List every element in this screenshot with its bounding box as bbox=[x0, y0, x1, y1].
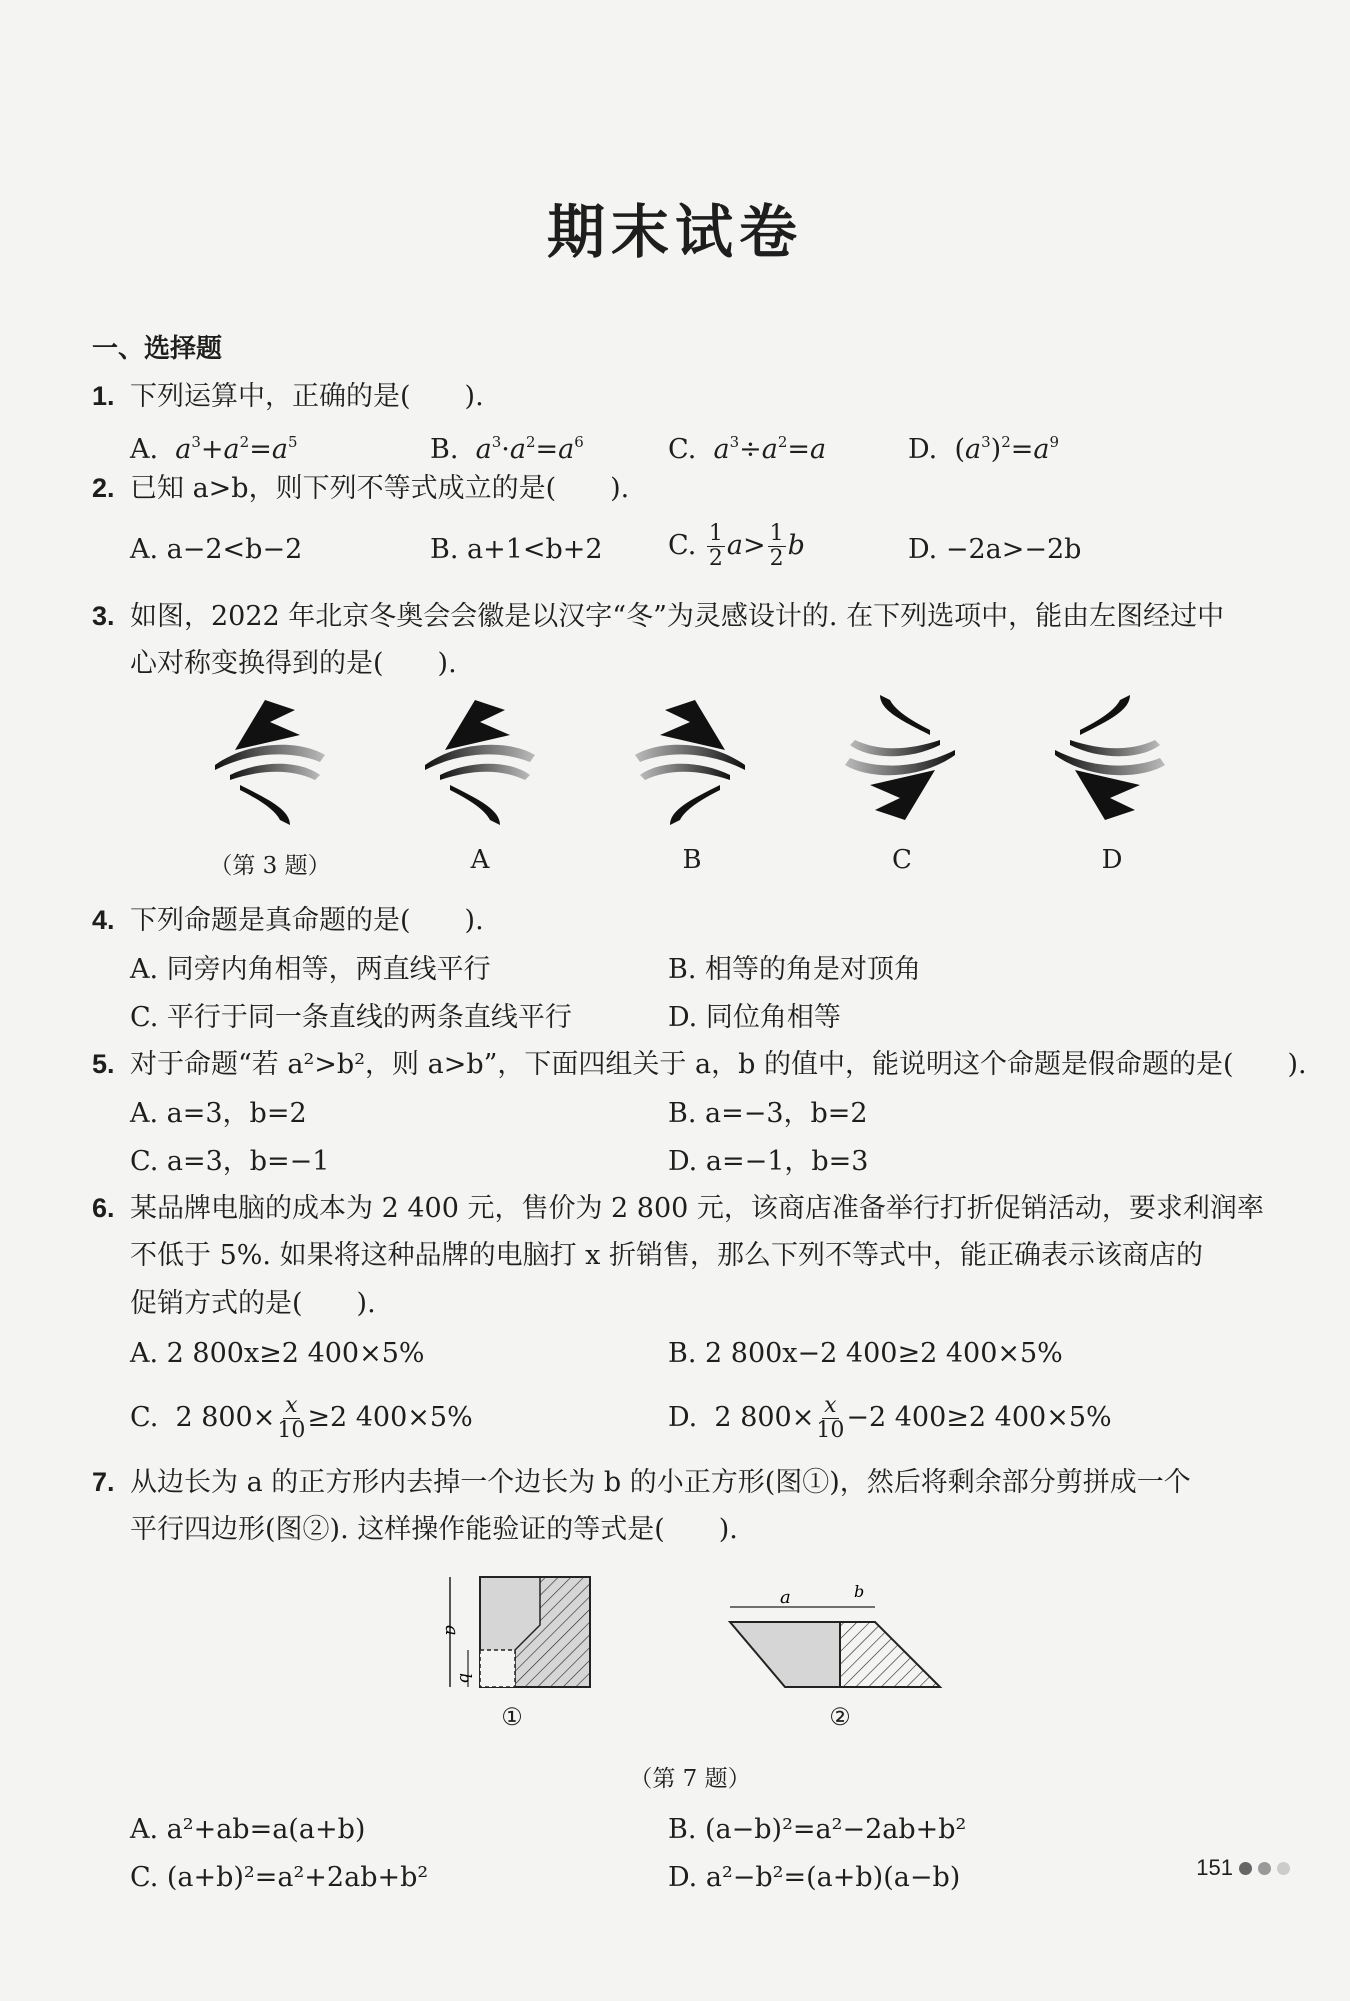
q2-option-a: A. a−2<b−2 bbox=[130, 534, 303, 565]
q3-figure-caption: （第 3 题） bbox=[209, 853, 331, 879]
q5-option-a: A. a=3，b=2 bbox=[130, 1098, 307, 1129]
q3-label-c: C bbox=[892, 845, 912, 875]
q6-option-c: C. 2 800× $\frac{x}{10}$ ≥2 400×5% bbox=[130, 1393, 473, 1443]
q7-option-a: A. a²+ab=a(a+b) bbox=[130, 1814, 366, 1845]
q7-option-c: C. (a+b)²=a²+2ab+b² bbox=[130, 1862, 429, 1893]
q3-label-b: B bbox=[682, 845, 702, 875]
question-6: 6. 某品牌电脑的成本为 2 400 元，售价为 2 800 元，该商店准备举行打折促销活动，要求利润率 bbox=[92, 1193, 1264, 1224]
q4-option-c: C. 平行于同一条直线的两条直线平行 bbox=[130, 1002, 572, 1033]
q7-figure-caption: （第 7 题） bbox=[629, 1766, 751, 1792]
emblem-option-c bbox=[845, 695, 955, 820]
q1-option-b: B. $a^3\cdot a^2=a^6$ bbox=[430, 433, 584, 465]
q6-option-d: D. 2 800× $\frac{x}{10}$ −2 400≥2 400×5% bbox=[668, 1393, 1112, 1443]
figure-1-square bbox=[441, 1577, 590, 1687]
question-7: 7. 从边长为 a 的正方形内去掉一个边长为 b 的小正方形(图①)，然后将剩余部分剪拼成一个 bbox=[92, 1467, 1191, 1498]
svg-text:b: b bbox=[456, 1673, 475, 1684]
q1-option-d: D. $(a^3)^2=a^9$ bbox=[908, 433, 1060, 465]
q7-figures bbox=[430, 1565, 970, 1715]
question-6-line2: 不低于 5%. 如果将这种品牌的电脑打 x 折销售，那么下列不等式中，能正确表示该商店的 bbox=[130, 1240, 1203, 1271]
q3-label-d: D bbox=[1101, 845, 1123, 875]
q3-label-a: A bbox=[470, 845, 490, 875]
q7-figure-1-label: ① bbox=[501, 1703, 523, 1731]
emblem-option-a bbox=[425, 700, 535, 825]
question-6-line3: 促销方式的是( ). bbox=[130, 1288, 376, 1319]
emblem-option-d bbox=[1055, 695, 1165, 820]
question-7-line2: 平行四边形(图②). 这样操作能验证的等式是( ). bbox=[130, 1514, 738, 1545]
figure-2-parallelogram bbox=[730, 1582, 940, 1687]
q4-option-b: B. 相等的角是对顶角 bbox=[668, 954, 922, 985]
q7-figure-2-label: ② bbox=[829, 1703, 851, 1731]
svg-text:b: b bbox=[854, 1582, 865, 1601]
q5-option-c: C. a=3，b=−1 bbox=[130, 1146, 330, 1177]
winter-olympics-emblem-figures bbox=[200, 690, 1200, 830]
question-1: 1. 下列运算中，正确的是( ). bbox=[92, 381, 484, 412]
q7-option-b: B. (a−b)²=a²−2ab+b² bbox=[668, 1814, 967, 1845]
question-3: 3. 如图，2022 年北京冬奥会会徽是以汉字“冬”为灵感设计的. 在下列选项中，能由左图经过中 bbox=[92, 601, 1225, 632]
q2-option-d: D. −2a>−2b bbox=[908, 534, 1082, 565]
question-2: 2. 已知 a>b，则下列不等式成立的是( ). bbox=[92, 473, 630, 504]
page-dot-icon bbox=[1239, 1862, 1252, 1875]
question-4: 4. 下列命题是真命题的是( ). bbox=[92, 905, 484, 936]
q4-option-a: A. 同旁内角相等，两直线平行 bbox=[130, 954, 491, 985]
q2-option-c: C. $\frac{1}{2}$ a> $\frac{1}{2}$ b bbox=[668, 521, 805, 571]
page-dot-icon bbox=[1258, 1862, 1271, 1875]
q5-option-b: B. a=−3，b=2 bbox=[668, 1098, 868, 1129]
q6-option-a: A. 2 800x≥2 400×5% bbox=[130, 1338, 425, 1369]
emblem-original bbox=[215, 700, 325, 825]
svg-text:a: a bbox=[441, 1625, 462, 1636]
question-3-line2: 心对称变换得到的是( ). bbox=[130, 648, 457, 679]
question-5: 5. 对于命题“若 a²>b²，则 a>b”，下面四组关于 a，b 的值中，能说明这个命题是假命题的是( ). bbox=[92, 1049, 1307, 1080]
q2-option-b: B. a+1<b+2 bbox=[430, 534, 603, 565]
q7-option-d: D. a²−b²=(a+b)(a−b) bbox=[668, 1862, 961, 1893]
page-dot-icon bbox=[1277, 1862, 1290, 1875]
page-title: 期末试卷 bbox=[546, 198, 803, 266]
page-number: 151 bbox=[1196, 1855, 1290, 1881]
q4-option-d: D. 同位角相等 bbox=[668, 1002, 841, 1033]
q6-option-b: B. 2 800x−2 400≥2 400×5% bbox=[668, 1338, 1063, 1369]
q1-option-a: A. $a^3+a^2=a^5$ bbox=[130, 433, 298, 465]
q5-option-d: D. a=−1，b=3 bbox=[668, 1146, 869, 1177]
emblem-option-b bbox=[635, 700, 745, 825]
q1-option-c: C. $a^3\div a^2=a$ bbox=[668, 433, 827, 465]
section-heading: 一、选择题 bbox=[92, 334, 223, 364]
svg-text:a: a bbox=[780, 1587, 791, 1608]
